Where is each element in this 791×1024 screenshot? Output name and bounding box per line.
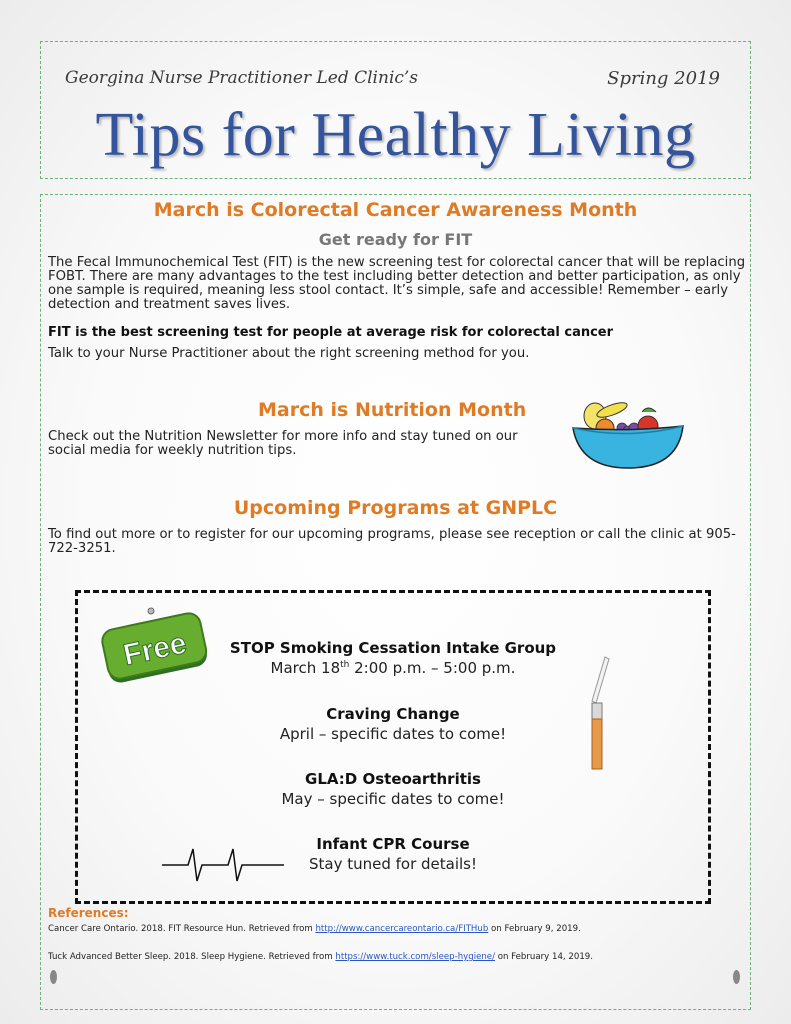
colorectal-body: The Fecal Immunochemical Test (FIT) is the new screening test for colorectal cancer that will be replacing FOBT. There are many advantages to the test including better detection and better participation, as only one sample is required, meaning less stool contact. It’s simple, safe and accessible! Remember – early detection and treatment saves lives. [48,255,746,312]
program-date: March 18th 2:00 p.m. – 5:00 p.m. [270,659,516,677]
program-title: Craving Change [326,705,460,723]
program-item [78,705,708,743]
cigarette-icon [583,655,613,771]
program-detail: May – specific dates to come! [281,790,505,808]
page-title: Tips for Healthy Living [95,101,696,169]
reference-item: Tuck Advanced Better Sleep. 2018. Sleep Hygiene. Retrieved from https://www.tuck.com/sleep-hygiene/ on February 14, 2019. [48,952,593,962]
program-item [78,639,708,677]
programs-heading: Upcoming Programs at GNPLC [233,497,558,519]
programs-body: To find out more or to register for our upcoming programs, please see reception or call the clinic at 905-722-3251. [48,527,736,556]
program-title: GLA:D Osteoarthritis [305,770,481,788]
references-title: References: [48,906,129,920]
heartbeat-line-icon [162,843,284,885]
colorectal-cta: Talk to your Nurse Practitioner about the right screening method for you. [48,346,530,361]
program-title: Infant CPR Course [316,835,470,853]
program-title: STOP Smoking Cessation Intake Group [229,639,557,657]
reference-link[interactable]: https://www.tuck.com/sleep-hygiene/ [335,952,495,962]
colorectal-highlight: FIT is the best screening test for people at average risk for colorectal cancer [48,325,614,340]
clinic-name: Georgina Nurse Practitioner Led Clinic’s [65,68,419,88]
colorectal-heading: March is Colorectal Cancer Awareness Month [153,199,638,221]
fruit-bowl-icon [570,398,688,470]
nutrition-heading: March is Nutrition Month [258,399,527,421]
program-detail: Stay tuned for details! [308,855,478,873]
free-badge-label: Free [120,626,190,673]
program-item [78,770,708,808]
reference-link[interactable]: http://www.cancercareontario.ca/FITHub [315,924,489,934]
nutrition-body: Check out the Nutrition Newsletter for more info and stay tuned on our social media for weekly nutrition tips. [48,429,518,458]
season-label: Spring 2019 [607,68,720,89]
reference-item: Cancer Care Ontario. 2018. FIT Resource Hun. Retrieved from http://www.cancercareontario.ca/FITHub on February 9, 2019. [48,924,581,934]
programs-box [75,590,711,904]
program-detail: April – specific dates to come! [279,725,507,743]
header-box [40,41,751,179]
decorative-dot [733,970,740,984]
decorative-dot [50,970,57,984]
colorectal-subheading: Get ready for FIT [318,230,473,249]
